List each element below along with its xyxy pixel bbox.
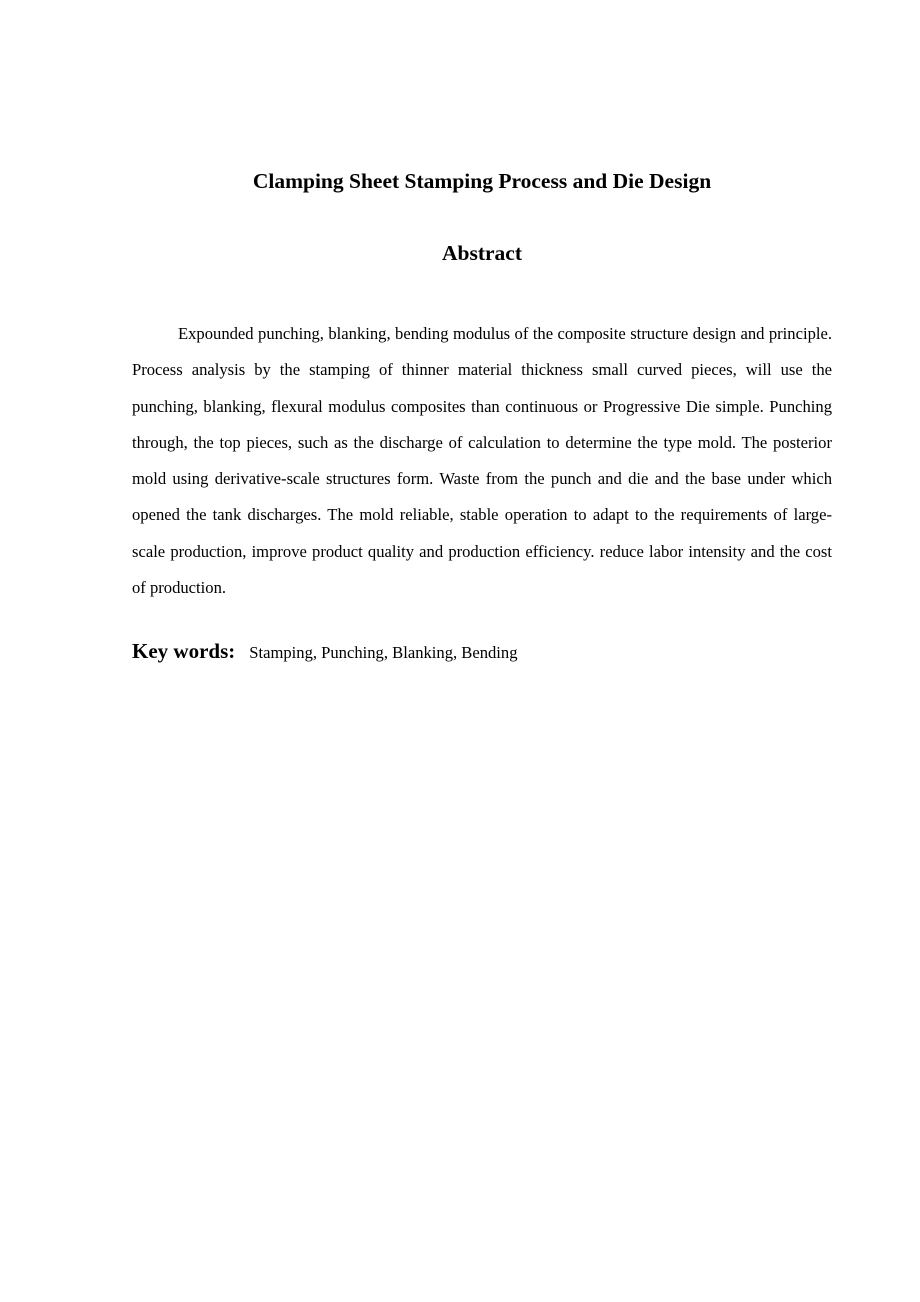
keywords-value: Stamping, Punching, Blanking, Bending [249,643,518,662]
abstract-heading: Abstract [441,241,522,265]
abstract-paragraph: Expounded punching, blanking, bending modulus of the composite structure design and principle. Process analysis by the stamping of thinner material thickness small curved pieces, will use the punching, blanking, flexural modulus composites than continuous or Progressive Die simple. Punching through, the top pieces, such as the discharge of calculation to determine the type mold. The posterior mold using derivative-scale structures form. Waste from the punch and die and the base under which opened the tank discharges. The mold reliable, stable operation to adapt to the requirements of large-scale production, improve product quality and production efficiency. reduce labor intensity and the cost of production. [132,324,832,598]
keywords-line [132,634,832,671]
keywords-label: Key words: [132,639,236,663]
document-title: Clamping Sheet Stamping Process and Die Design [252,169,712,193]
